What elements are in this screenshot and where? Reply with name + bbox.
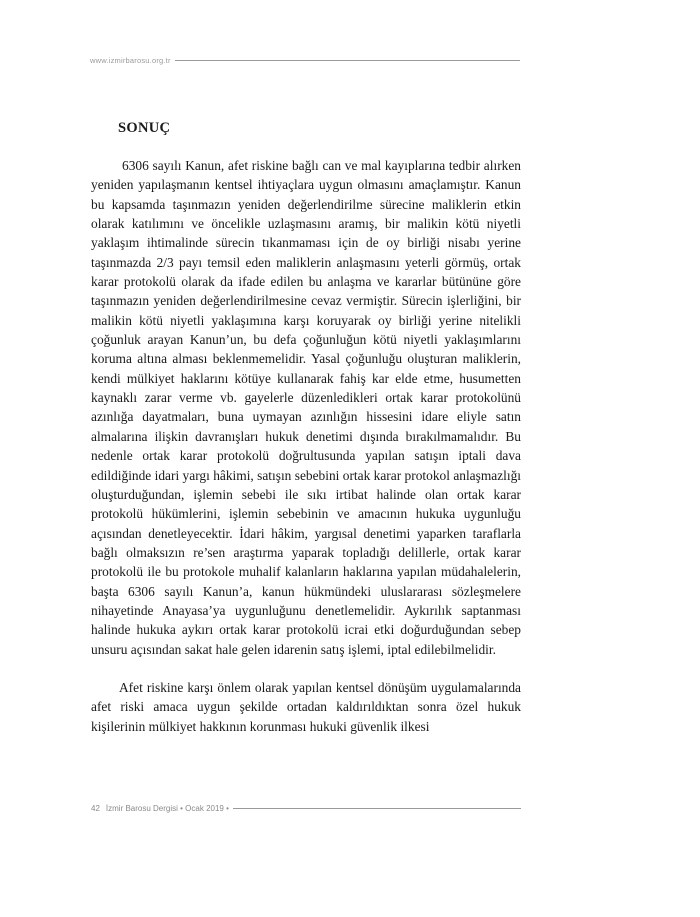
running-footer <box>91 801 521 815</box>
running-header <box>90 54 520 66</box>
paragraph-continued: Afet riskine karşı önlem olarak yapılan kentsel dönüşüm uygulamalarında afet riski amaca uygun şekilde ortadan kaldırıldıktan sonra özel hukuk kişilerinin mülkiyet hakkının korunması hukuki güvenlik ilkesi <box>91 679 521 734</box>
header-rule <box>175 60 520 61</box>
footer-rule <box>233 808 521 809</box>
paragraph-conclusion: 6306 sayılı Kanun, afet riskine bağlı can ve mal kayıplarına tedbir alırken yeniden yapılaşmanın kentsel ihtiyaçlara uygun olmasını amaçlamıştır. Kanun bu kapsamda taşınmazın yeniden değerlendirilme sürecine maliklerin etkin olarak katılımını ve öncelikle uzlaşmasını aramış, bir malikin kötü niyetli yaklaşım ihtimalinde sürecin tıkanmaması için de oy birliği nisabı yerine taşınmazda 2/3 payı temsil eden maliklerin anlaşmasını yeterli görmüş, ortak karar protokolü olarak da ifade edilen bu anlaşma ve kararlar bütününe göre taşınmazın yeniden değerlendirilmesine cevaz vermiştir. Sürecin işlerliğini, bir malikin kötü niyetli yaklaşımına karşı koruyarak oy birliği yerine nitelikli çoğunluk arayan Kanun’un, bu defa çoğunluğun kötü niyetli yaklaşımlarını koruma altına alması beklenmemelidir. Yasal çoğunluğu oluşturan maliklerin, kendi mülkiyet haklarını kötüye kullanarak fahiş kar elde etme, husumetten kaynaklı zarar verme vb. gayelerle düzenledikleri ortak karar protokolünü azınlığa dayatmaları, buna uymayan azınlığın hissesini idare eliyle satın almalarına ilişkin davranışları hukuk denetimi dışında bırakılmamalıdır. Bu nedenle ortak karar protokolü doğrultusunda yapılan satışın iptali dava edildiğinde idari yargı hâkimi, satışın sebebini ortak karar protokol anlaşmazlığı oluşturduğundan, işlemin sebebi ile sıkı irtibat halinde olan ortak karar protokolü hükümlerini, işlemin sebebinin ve amacının hukuka uygunluğu açısından denetleyecektir. İdari hâkim, yargısal denetimi yaparken taraflarla bağlı olmaksızın re’sen araştırma yaparak topladığı delillerle, ortak karar protokolü ile bu protokole muhalif kalanların haklarına yapılan müdahalelerin, başta 6306 sayılı Kanun’a, kanun hükmündeki uluslararası sözleşmelere nihayetinde Anayasa’ya uygunluğunu denetlemelidir. Aykırılık saptanması halinde hukuka aykırı ortak karar protokolü icrai etki doğurduğundan sebep unsuru açısından sakat hale gelen idarenin satış işlemi, iptal edilebilmelidir. <box>91 158 521 657</box>
page-number: 42 <box>91 803 100 813</box>
body-text <box>91 156 521 736</box>
section-title: SONUÇ <box>118 120 171 136</box>
header-url: www.izmirbarosu.org.tr <box>90 55 171 65</box>
journal-name: İzmir Barosu Dergisi • Ocak 2019 • <box>105 803 229 813</box>
